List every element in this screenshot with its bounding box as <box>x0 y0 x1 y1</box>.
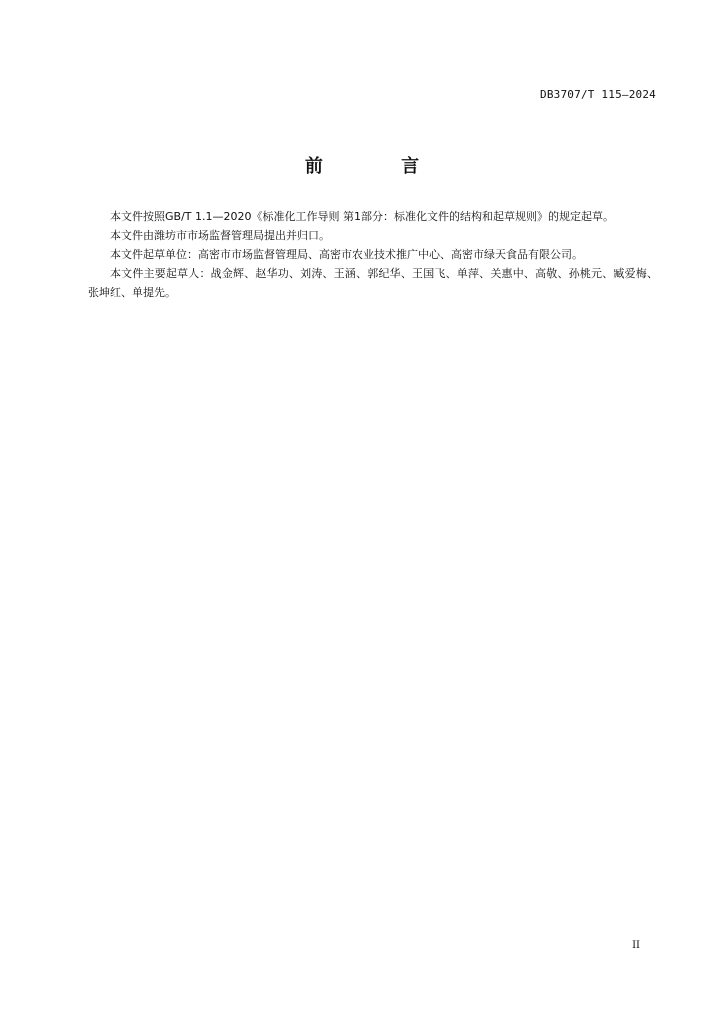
document-code: DB3707/T 115—2024 <box>540 88 656 101</box>
paragraph-proposer: 本文件由潍坊市市场监督管理局提出并归口。 <box>110 229 330 242</box>
foreword-body <box>88 207 658 302</box>
section-heading-foreword: 前 言 <box>304 156 456 177</box>
paragraph-drafting-rules: 本文件按照GB/T 1.1—2020《标准化工作导则 第1部分：标准化文件的结构和起草规则》的规定起草。 <box>110 210 614 223</box>
paragraph-drafting-units: 本文件起草单位：高密市市场监督管理局、高密市农业技术推广中心、高密市绿天食品有限公司。 <box>110 248 583 261</box>
page-number: II <box>632 940 640 951</box>
paragraph-drafters: 本文件主要起草人：战金辉、赵华功、刘涛、王涵、郭纪华、王国飞、单萍、关惠中、高敬、孙桃元、臧爱梅、张坤红、单提先。 <box>88 267 658 299</box>
